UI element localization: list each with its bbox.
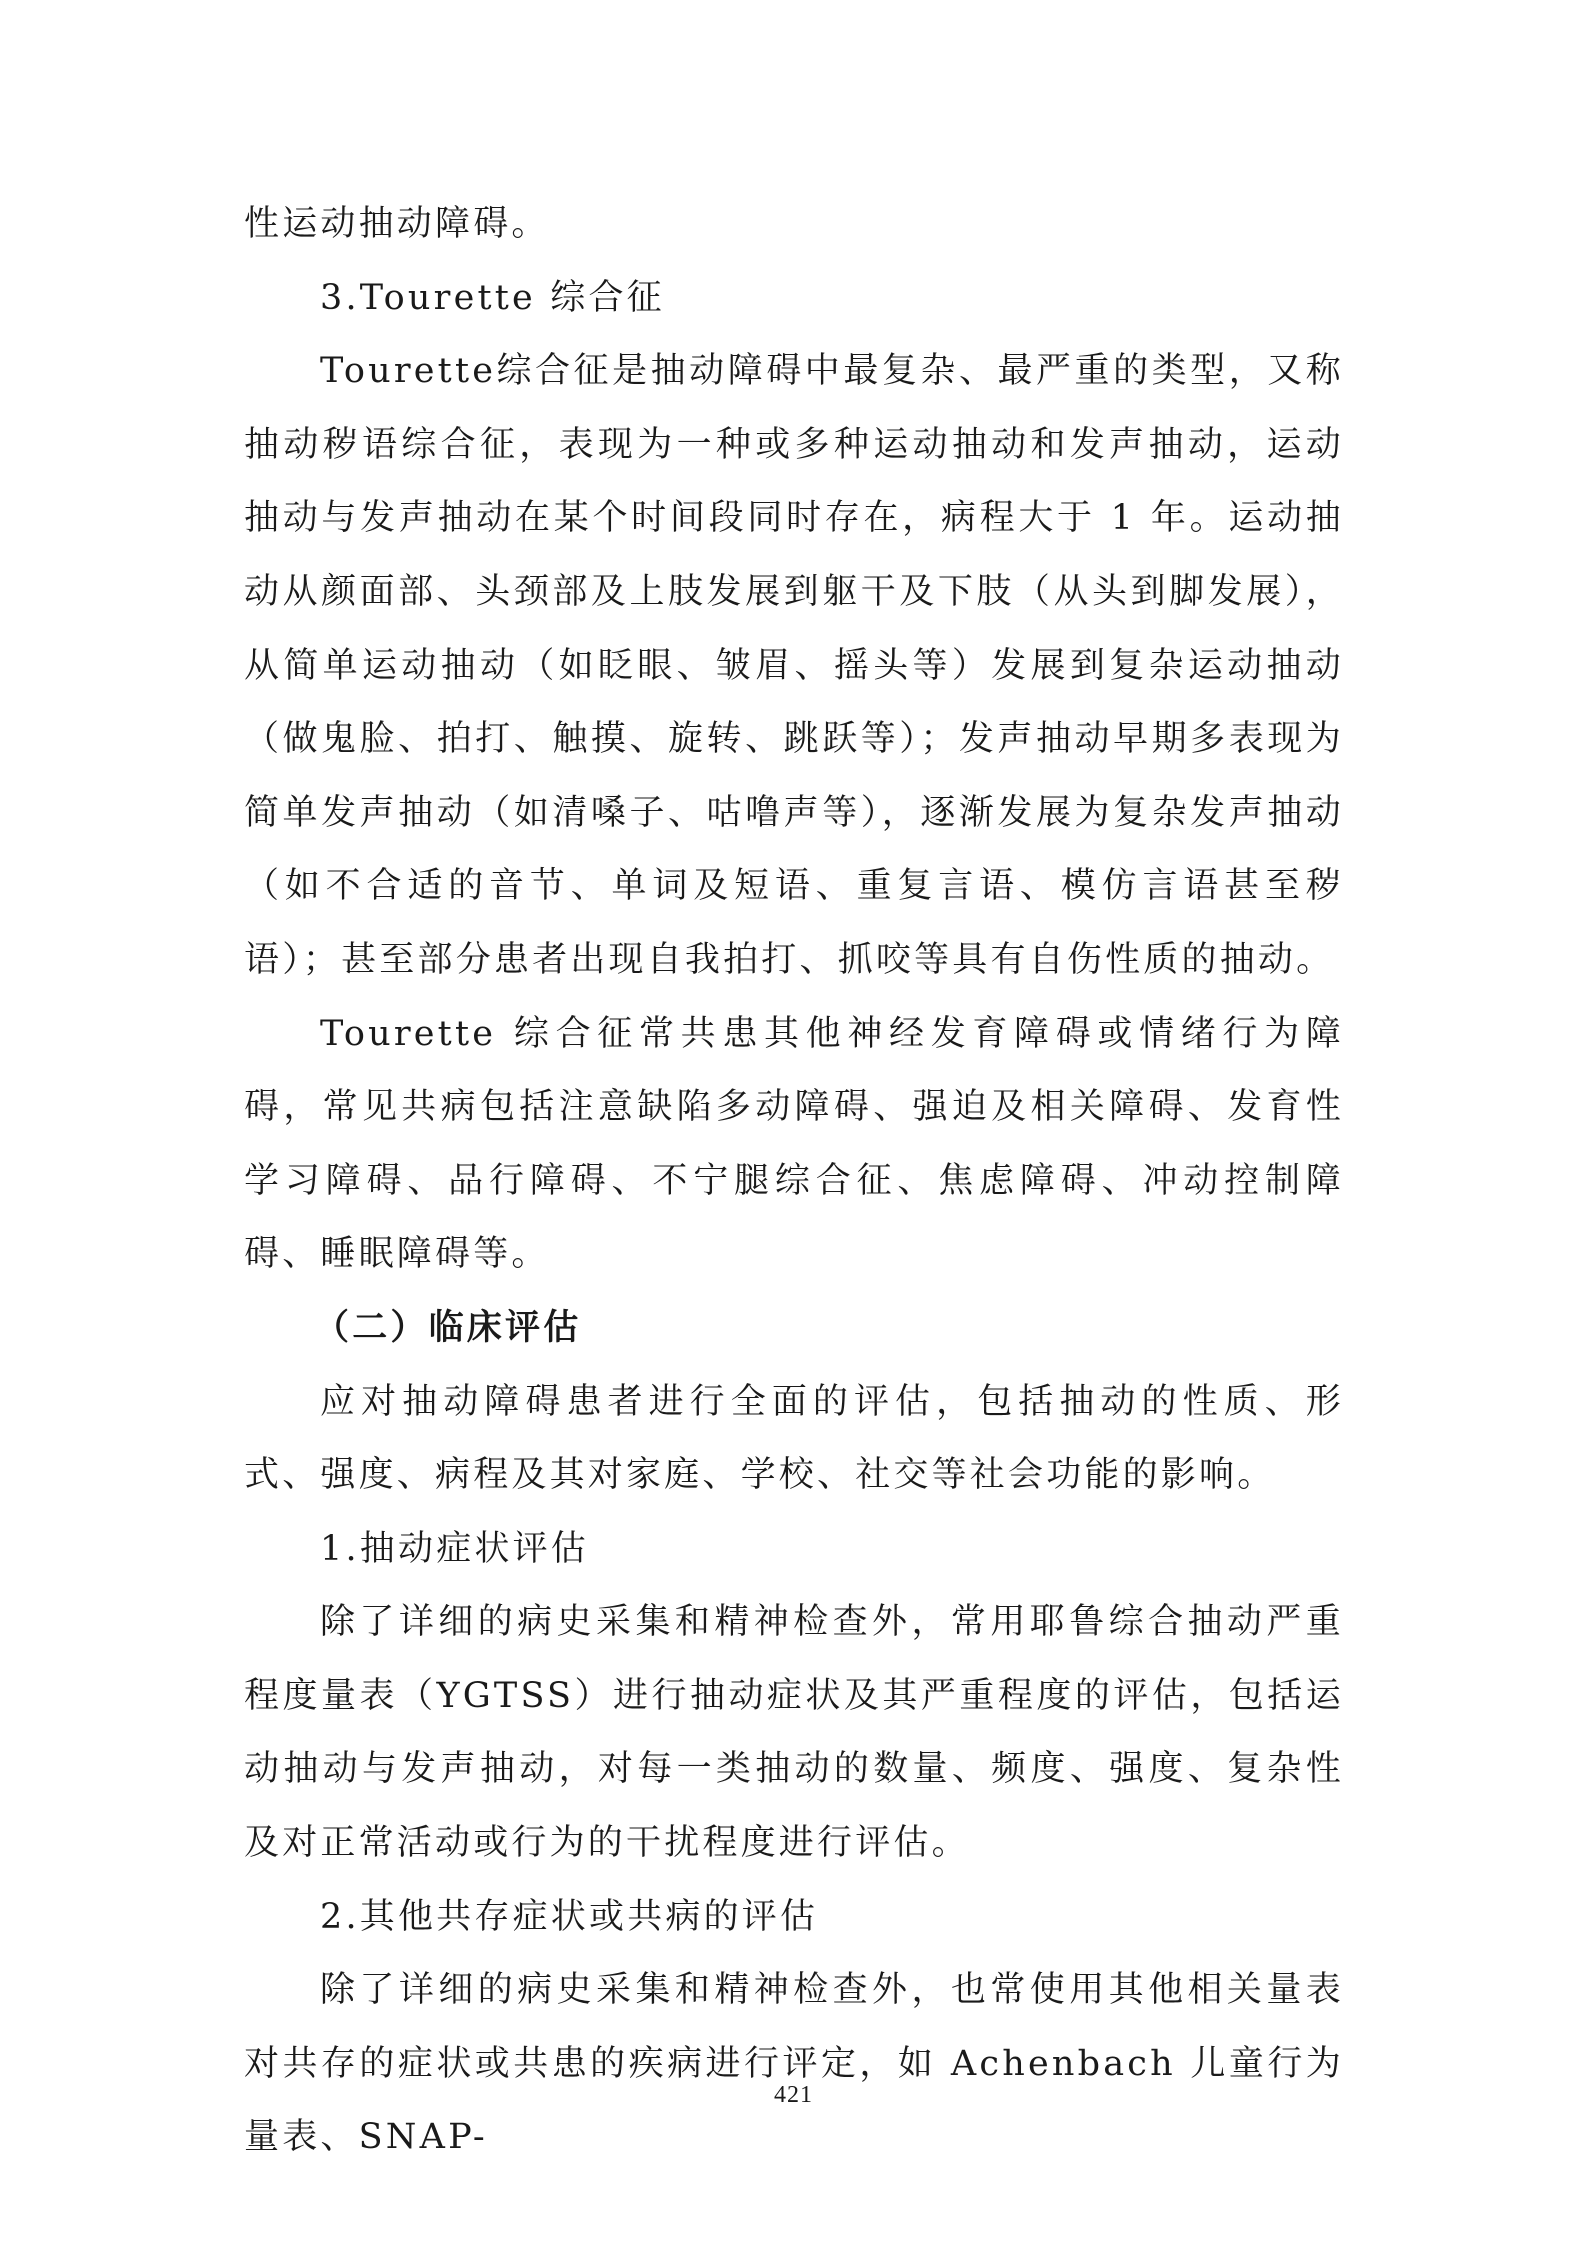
clinical-assessment-heading: （二）临床评估 <box>314 1307 582 1348</box>
tourette-paragraph-1: Tourette综合征是抽动障碍中最复杂、最严重的类型，又称抽动秽语综合征，表现为一种或多种运动抽动和发声抽动，运动抽动与发声抽动在某个时间段同时存在，病程大于 1 年。运动抽动从颜面部、头颈部及上肢发展到躯干及下肢（从头到脚发展），从简单运动抽动（如眨眼、皱眉、摇头等）发展到复杂运动抽动（做鬼脸、拍打、触摸、旋转、跳跃等）；发声抽动早期多表现为简单发声抽动（如清嗓子、咕噜声等），逐渐发展为复杂发声抽动（如不合适的音节、单词及短语、重复言语、模仿言语甚至秽语）；甚至部分患者出现自我拍打、抓咬等具有自伤性质的抽动。 <box>244 351 1344 980</box>
comorbidity-assessment-heading: 2.其他共存症状或共病的评估 <box>320 1896 819 1937</box>
tic-symptom-assessment-heading: 1.抽动症状评估 <box>320 1528 589 1569</box>
tourette-heading: 3.Tourette 综合征 <box>320 277 665 318</box>
body-text <box>244 188 1344 2175</box>
page-number: 421 <box>774 2082 813 2108</box>
tourette-paragraph-2: Tourette 综合征常共患其他神经发育障碍或情绪行为障碍，常见共病包括注意缺陷多动障碍、强迫及相关障碍、发育性学习障碍、品行障碍、不宁腿综合征、焦虑障碍、冲动控制障碍、睡眠障碍等。 <box>244 1013 1344 1275</box>
continuation-paragraph: 性运动抽动障碍。 <box>244 204 550 244</box>
clinical-assessment-intro: 应对抽动障碍患者进行全面的评估，包括抽动的性质、形式、强度、病程及其对家庭、学校、社交等社会功能的影响。 <box>244 1381 1344 1496</box>
comorbidity-assessment-paragraph: 除了详细的病史采集和精神检查外，也常使用其他相关量表对共存的症状或共患的疾病进行评定，如 Achenbach 儿童行为量表、SNAP- <box>244 1970 1344 2158</box>
tic-symptom-assessment-paragraph: 除了详细的病史采集和精神检查外，常用耶鲁综合抽动严重程度量表（YGTSS）进行抽动症状及其严重程度的评估，包括运动抽动与发声抽动，对每一类抽动的数量、频度、强度、复杂性及对正常活动或行为的干扰程度进行评估。 <box>244 1602 1344 1864</box>
